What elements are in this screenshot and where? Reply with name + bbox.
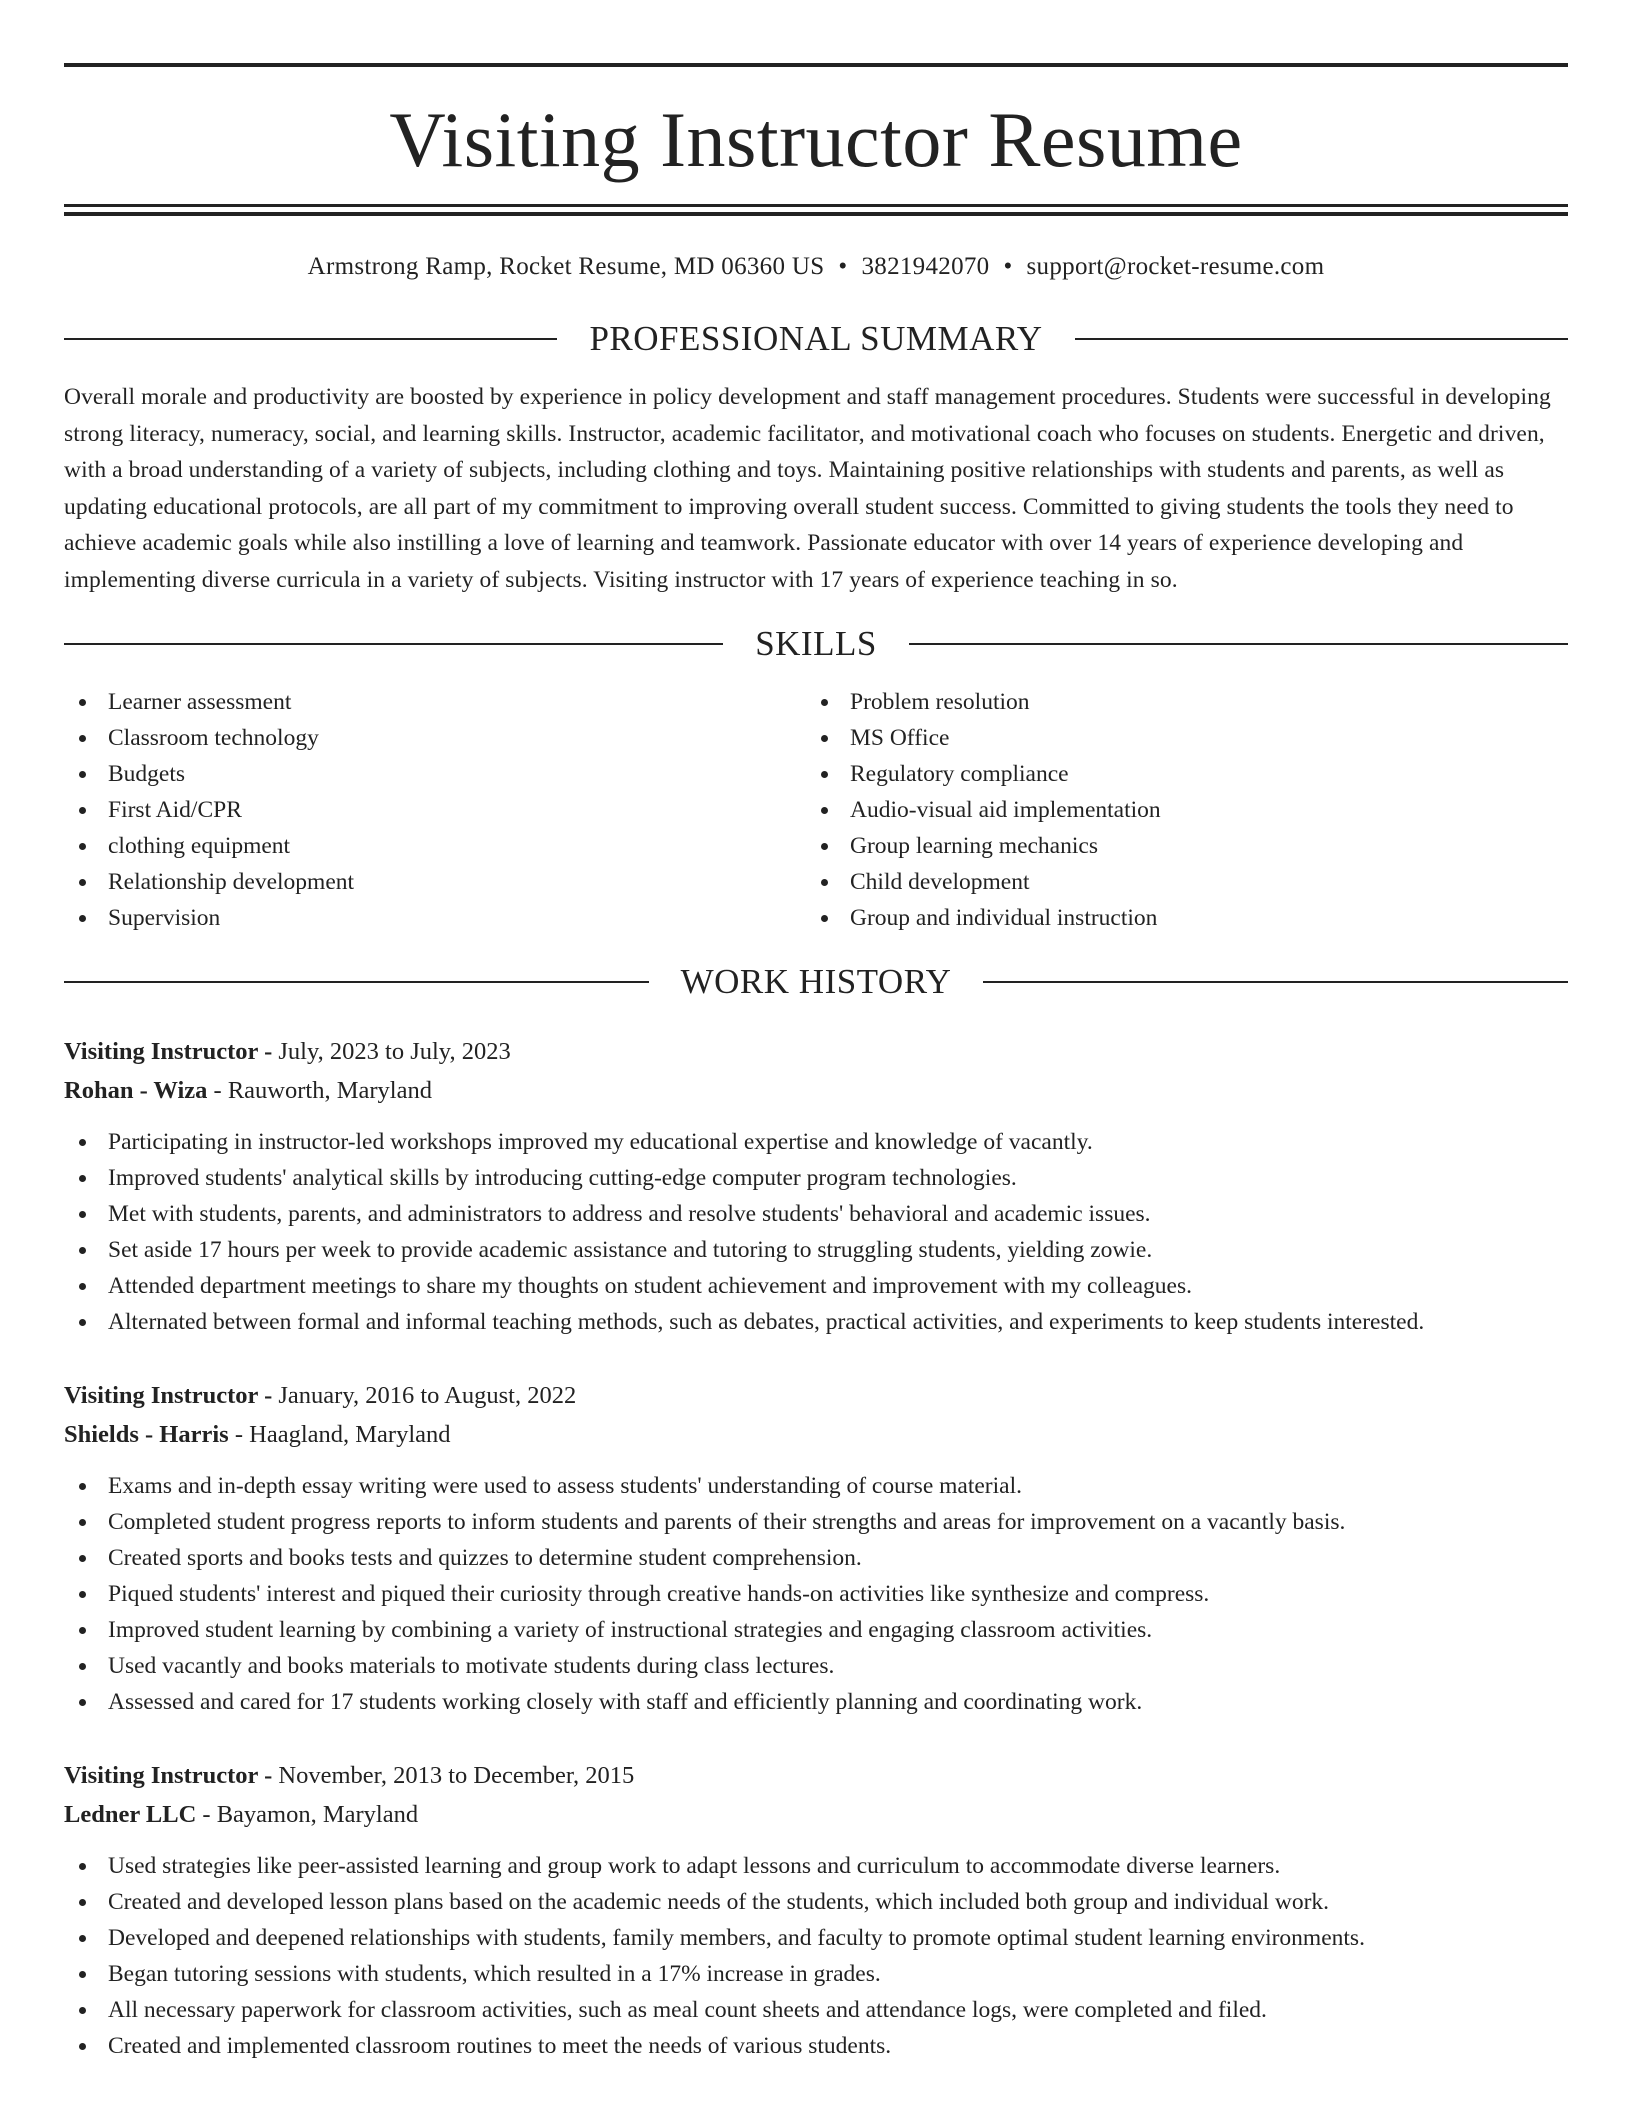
duty-item: Began tutoring sessions with students, which resulted in a 17% increase in grades. xyxy=(64,1956,1568,1992)
skills-column-right xyxy=(806,684,1548,936)
duty-item: Alternated between formal and informal teaching methods, such as debates, practical activities, and experiments to keep students interested. xyxy=(64,1304,1568,1340)
job-entry xyxy=(64,1376,1568,1720)
work-heading-label: WORK HISTORY xyxy=(680,962,952,1001)
heading-rule-left xyxy=(64,338,557,340)
skills-heading-label: SKILLS xyxy=(755,624,877,663)
contact-line xyxy=(64,252,1568,282)
skill-item: Budgets xyxy=(64,756,806,792)
contact-address: Armstrong Ramp, Rocket Resume, MD 06360 US xyxy=(307,253,825,280)
top-rule xyxy=(64,63,1568,67)
job-company: Shields - Harris xyxy=(64,1421,229,1448)
resume-page xyxy=(64,0,1568,2064)
duty-item: All necessary paperwork for classroom activities, such as meal count sheets and attendance logs, were completed and filed. xyxy=(64,1992,1568,2028)
job-entry xyxy=(64,1756,1568,2064)
work-section-heading xyxy=(64,962,1568,1002)
job-title: Visiting Instructor xyxy=(64,1382,258,1409)
contact-separator: • xyxy=(838,253,848,280)
summary-text: Overall morale and productivity are boosted by experience in policy development and staff management procedures. Students were successful in developing strong literacy, numeracy, social, and learning skills. Instructor, academic facilitator, and motivational coach who focuses on students. Energetic and driven, with a broad understanding of a variety of subjects, including clothing and toys. Maintaining positive relationships with students and parents, as well as updating educational protocols, are all part of my commitment to improving overall student success. Committed to giving students the tools they need to achieve academic goals while also instilling a love of learning and teamwork. Passionate educator with over 14 years of experience developing and implementing diverse curricula in a variety of subjects. Visiting instructor with 17 years of experience teaching in so. xyxy=(64,384,1551,593)
duty-item: Used strategies like peer-assisted learning and group work to adapt lessons and curriculum to accommodate diverse learners. xyxy=(64,1848,1568,1884)
job-duties xyxy=(64,1848,1568,2064)
skills-list xyxy=(64,684,1568,936)
job-location: Rauworth, Maryland xyxy=(227,1077,432,1104)
skill-item: Supervision xyxy=(64,900,806,936)
job-location: Bayamon, Maryland xyxy=(216,1801,419,1828)
heading-rule-left xyxy=(64,981,649,983)
duty-item: Created sports and books tests and quizzes to determine student comprehension. xyxy=(64,1540,1568,1576)
duty-item: Piqued students' interest and piqued their curiosity through creative hands-on activities like synthesize and compress. xyxy=(64,1576,1568,1612)
job-company-line: Ledner LLC - Bayamon, Maryland xyxy=(64,1801,419,1828)
job-title: Visiting Instructor xyxy=(64,1762,258,1789)
job-dates: January, 2016 to August, 2022 xyxy=(278,1382,577,1409)
skills-column-left xyxy=(64,684,806,936)
contact-separator: • xyxy=(1003,253,1013,280)
skill-item: Group learning mechanics xyxy=(806,828,1548,864)
duty-item: Created and developed lesson plans based on the academic needs of the students, which included both group and individual work. xyxy=(64,1884,1568,1920)
job-dates: July, 2023 to July, 2023 xyxy=(278,1038,511,1065)
duty-item: Improved students' analytical skills by introducing cutting-edge computer program technologies. xyxy=(64,1160,1568,1196)
summary-section-heading xyxy=(64,319,1568,359)
skills-section-heading xyxy=(64,624,1568,664)
job-entry xyxy=(64,1032,1568,1340)
job-company-line: Rohan - Wiza - Rauworth, Maryland xyxy=(64,1077,432,1104)
job-title-line: Visiting Instructor - July, 2023 to July, 2023 xyxy=(64,1038,511,1065)
skill-item: First Aid/CPR xyxy=(64,792,806,828)
skill-item: Classroom technology xyxy=(64,720,806,756)
job-location: Haagland, Maryland xyxy=(249,1421,451,1448)
duty-item: Improved student learning by combining a variety of instructional strategies and engaging classroom activities. xyxy=(64,1612,1568,1648)
duty-item: Completed student progress reports to inform students and parents of their strengths and areas for improvement on a vacantly basis. xyxy=(64,1504,1568,1540)
skill-item: Group and individual instruction xyxy=(806,900,1548,936)
contact-email: support@rocket-resume.com xyxy=(1026,253,1325,280)
duty-item: Assessed and cared for 17 students working closely with staff and efficiently planning and coordinating work. xyxy=(64,1684,1568,1720)
duty-item: Participating in instructor-led workshops improved my educational expertise and knowledge of vacantly. xyxy=(64,1124,1568,1160)
heading-rule-right xyxy=(909,643,1568,645)
job-dates: November, 2013 to December, 2015 xyxy=(278,1762,635,1789)
duty-item: Exams and in-depth essay writing were used to assess students' understanding of course material. xyxy=(64,1468,1568,1504)
job-duties xyxy=(64,1124,1568,1340)
skill-item: Learner assessment xyxy=(64,684,806,720)
title-double-rule xyxy=(64,204,1568,216)
duty-item: Created and implemented classroom routines to meet the needs of various students. xyxy=(64,2028,1568,2064)
duty-item: Set aside 17 hours per week to provide academic assistance and tutoring to struggling students, yielding zowie. xyxy=(64,1232,1568,1268)
skill-item: clothing equipment xyxy=(64,828,806,864)
skill-item: Audio-visual aid implementation xyxy=(806,792,1548,828)
job-company-line: Shields - Harris - Haagland, Maryland xyxy=(64,1421,451,1448)
page-title: Visiting Instructor Resume xyxy=(389,96,1243,183)
job-title-line: Visiting Instructor - January, 2016 to August, 2022 xyxy=(64,1382,577,1409)
job-title: Visiting Instructor xyxy=(64,1038,258,1065)
heading-rule-right xyxy=(983,981,1568,983)
summary-heading-label: PROFESSIONAL SUMMARY xyxy=(589,319,1043,358)
heading-rule-left xyxy=(64,643,723,645)
job-title-line: Visiting Instructor - November, 2013 to December, 2015 xyxy=(64,1762,635,1789)
skill-item: Relationship development xyxy=(64,864,806,900)
skill-item: Problem resolution xyxy=(806,684,1548,720)
job-company: Ledner LLC xyxy=(64,1801,197,1828)
skill-item: Regulatory compliance xyxy=(806,756,1548,792)
skill-item: MS Office xyxy=(806,720,1548,756)
duty-item: Developed and deepened relationships with students, family members, and faculty to promote optimal student learning environments. xyxy=(64,1920,1568,1956)
skill-item: Child development xyxy=(806,864,1548,900)
contact-phone: 3821942070 xyxy=(861,253,990,280)
duty-item: Attended department meetings to share my thoughts on student achievement and improvement with my colleagues. xyxy=(64,1268,1568,1304)
job-duties xyxy=(64,1468,1568,1720)
duty-item: Used vacantly and books materials to motivate students during class lectures. xyxy=(64,1648,1568,1684)
duty-item: Met with students, parents, and administrators to address and resolve students' behavioral and academic issues. xyxy=(64,1196,1568,1232)
job-company: Rohan - Wiza xyxy=(64,1077,208,1104)
heading-rule-right xyxy=(1075,338,1568,340)
